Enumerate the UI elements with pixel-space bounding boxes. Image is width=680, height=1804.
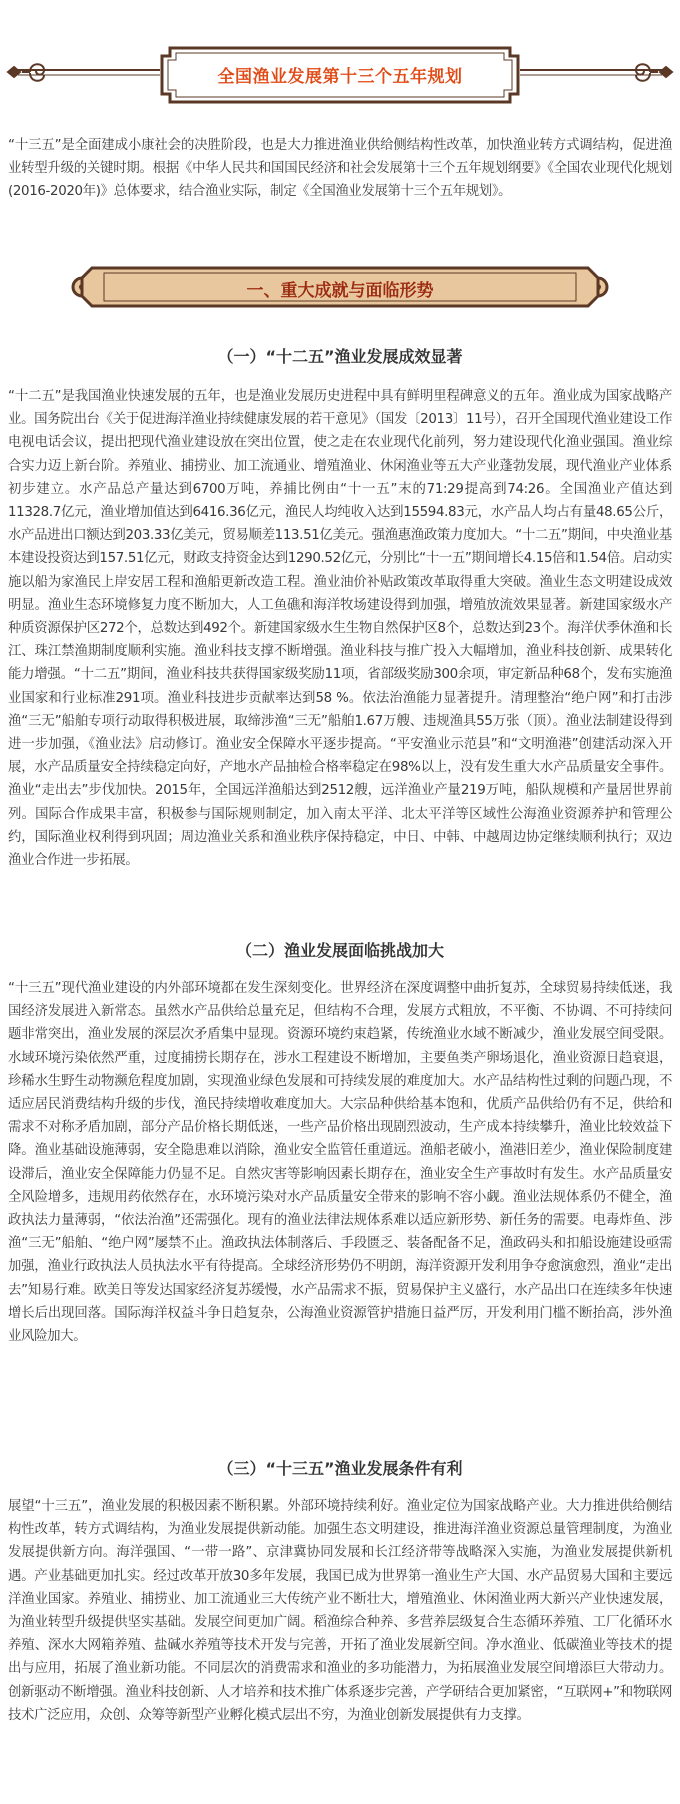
document-title: 全国渔业发展第十三个五年规划: [217, 67, 463, 87]
intro-paragraph: “十三五”是全面建成小康社会的决胜阶段，也是大力推进渔业供给侧结构性改革，加快渔业转方式调结构，促进渔业转型升级的关键时期。根据《中华人民共和国国民经济和社会发展第十三个五年规划纲要》《全国农业现代化规划(2016-2020年)》总体要求，结合渔业实际，制定《全国渔业发展第十三个五年规划》。: [8, 138, 672, 200]
subsection-title-2: （二）渔业发展面临挑战加大: [235, 941, 444, 960]
subsection-paragraph-1: “十二五”是我国渔业快速发展的五年，也是渔业发展历史进程中具有鲜明里程碑意义的五年。渔业成为国家战略产业。国务院出台《关于促进海洋渔业持续健康发展的若干意见》（国发〔2013〕11号），召开全国现代渔业建设工作电视电话会议，提出把现代渔业建设放在突出位置，使之走在农业现代化前列，努力建设现代化渔业强国。渔业综合实力迈上新台阶。养殖业、捕捞业、加工流通业、增殖渔业、休闲渔业等五大产业蓬勃发展，现代渔业产业体系初步建立。水产品总产量达到6700万吨，养捕比例由“十一五”末的71:29提高到74:26。全国渔业产值达到11328.7亿元，渔业增加值达到6416.36亿元，渔民人均纯收入达到15594.83元，水产品人均占有量48.65公斤，水产品进出口额达到203.33亿美元，贸易顺差113.51亿美元。强渔惠渔政策力度加大。“十二五”期间，中央渔业基本建设投资达到157.51亿元，财政支持资金达到1290.52亿元，分别比“十一五”期间增长4.15倍和1.54倍。启动实施以船为家渔民上岸安居工程和渔船更新改造工程。渔业油价补贴政策改革取得重大突破。渔业生态文明建设成效明显。渔业生态环境修复力度不断加大，人工鱼礁和海洋牧场建设得到加强，增殖放流效果显著。新建国家级水产种质资源保护区272个，总数达到492个。新建国家级水生生物自然保护区8个，总数达到23个。海洋伏季休渔和长江、珠江禁渔期制度顺利实施。渔业科技支撑不断增强。渔业科技与推广投入大幅增加，渔业科技创新、成果转化能力增强。“十二五”期间，渔业科技共获得国家级奖励11项，省部级奖励300余项，审定新品种68个，发布实施渔业国家和行业标准291项。渔业科技进步贡献率达到58 %。依法治渔能力显著提升。清理整治“绝户网”和打击涉渔“三无”船舶专项行动取得积极进展，取缔涉渔“三无”船舶1.67万艘、违规渔具55万张（顶）。渔业法制建设得到进一步加强，《渔业法》启动修订。渔业安全保障水平逐步提高。“平安渔业示范县”和“文明渔港”创建活动深入开展，水产品质量安全持续稳定向好，产地水产品抽检合格率稳定在98%以上，没有发生重大水产品质量安全事件。渔业“走出去”步伐加快。2015年，全国远洋渔船达到2512艘，远洋渔业产量219万吨，船队规模和产量居世界前列。国际合作成果丰富，积极参与国际规则制定，加入南太平洋、北太平洋等区域性公海渔业资源养护和管理公约，国际渔业权利得到巩固；周边渔业关系和渔业秩序保持稳定，中日、中韩、中越周边协定继续顺利执行；双边渔业合作进一步拓展。: [8, 389, 672, 869]
subsection-paragraph-3: 展望“十三五”，渔业发展的积极因素不断积累。外部环境持续利好。渔业定位为国家战略产业。大力推进供给侧结构性改革，转方式调结构，为渔业发展提供新动能。加强生态文明建设，推进海洋渔业资源总量管理制度，为渔业发展提供新方向。海洋强国、“一带一路”、京津冀协同发展和长江经济带等战略深入实施，为渔业发展提供新机遇。产业基础更加扎实。经过改革开放30多年发展，我国已成为世界第一渔业生产大国、水产品贸易大国和主要远洋渔业国家。养殖业、捕捞业、加工流通业三大传统产业不断壮大，增殖渔业、休闲渔业两大新兴产业快速发展，为渔业转型升级提供坚实基础。发展空间更加广阔。稻渔综合种养、多营养层级复合生态循环养殖、工厂化循环水养殖、深水大网箱养殖、盐碱水养殖等技术开发与完善，开拓了渔业发展新空间。净水渔业、低碳渔业等技术的提出与应用，拓展了渔业新功能。不同层次的消费需求和渔业的多功能潜力，为拓展渔业发展空间增添巨大带动力。创新驱动不断增强。渔业科技创新、人才培养和技术推广体系逐步完善，产学研结合更加紧密，“互联网+”和物联网技术广泛应用，众创、众筹等新型产业孵化模式层出不穷，为渔业创新发展提供有力支撑。: [8, 1499, 672, 1723]
subsection-paragraph-2: “十三五”现代渔业建设的内外部环境都在发生深刻变化。世界经济在深度调整中曲折复苏，全球贸易持续低迷，我国经济发展进入新常态。虽然水产品供给总量充足，但结构不合理，发展方式粗放，不平衡、不协调、不可持续问题非常突出，渔业发展的深层次矛盾集中显现。资源环境约束趋紧，传统渔业水域不断减少，渔业发展空间受限。水域环境污染依然严重，过度捕捞长期存在，涉水工程建设不断增加，主要鱼类产卵场退化，渔业资源日趋衰退，珍稀水生野生动物濒危程度加剧，实现渔业绿色发展和可持续发展的难度加大。水产品结构性过剩的问题凸现，不适应居民消费结构升级的步伐，渔民持续增收难度加大。大宗品种供给基本饱和，优质产品供给仍有不足，供给和需求不对称矛盾加剧，部分产品价格长期低迷，一些产品价格出现剧烈波动，生产成本持续攀升，渔业比较效益下降。渔业基础设施薄弱，安全隐患难以消除，渔业安全监管任重道远。渔船老破小，渔港旧差少，渔业保险制度建设滞后，渔业安全保障能力仍显不足。自然灾害等影响因素长期存在，渔业安全生产事故时有发生。水产品质量安全风险增多，违规用药依然存在，水环境污染对水产品质量安全带来的影响不容小觑。渔业法规体系仍不健全，渔政执法力量薄弱，“依法治渔”还需强化。现有的渔业法律法规体系难以适应新形势、新任务的需要。电毒炸鱼、涉渔“三无”船舶、“绝户网”屡禁不止。渔政执法体制落后、手段匮乏、装备配备不足，渔政码头和扣船设施建设亟需加强，渔业行政执法人员执法水平有待提高。全球经济形势仍不明朗，海洋资源开发利用争夺愈演愈烈，渔业“走出去”知易行难。欧美日等发达国家经济复苏缓慢，水产品需求不振，贸易保护主义盛行，水产品出口在连续多年快速增长后出现回落。国际海洋权益斗争日趋复杂，公海渔业资源管护措施日益严厉，开发利用门槛不断抬高，涉外渔业风险加大。: [8, 981, 672, 1345]
title-banner: [0, 40, 680, 110]
subsection-title-3: （三）“十三五”渔业发展条件有利: [217, 1459, 463, 1478]
section-banner: [70, 258, 610, 316]
section-title: 一、重大成就与面临形势: [246, 281, 434, 301]
subsection-title-1: （一）“十二五”渔业发展成效显著: [217, 347, 463, 366]
